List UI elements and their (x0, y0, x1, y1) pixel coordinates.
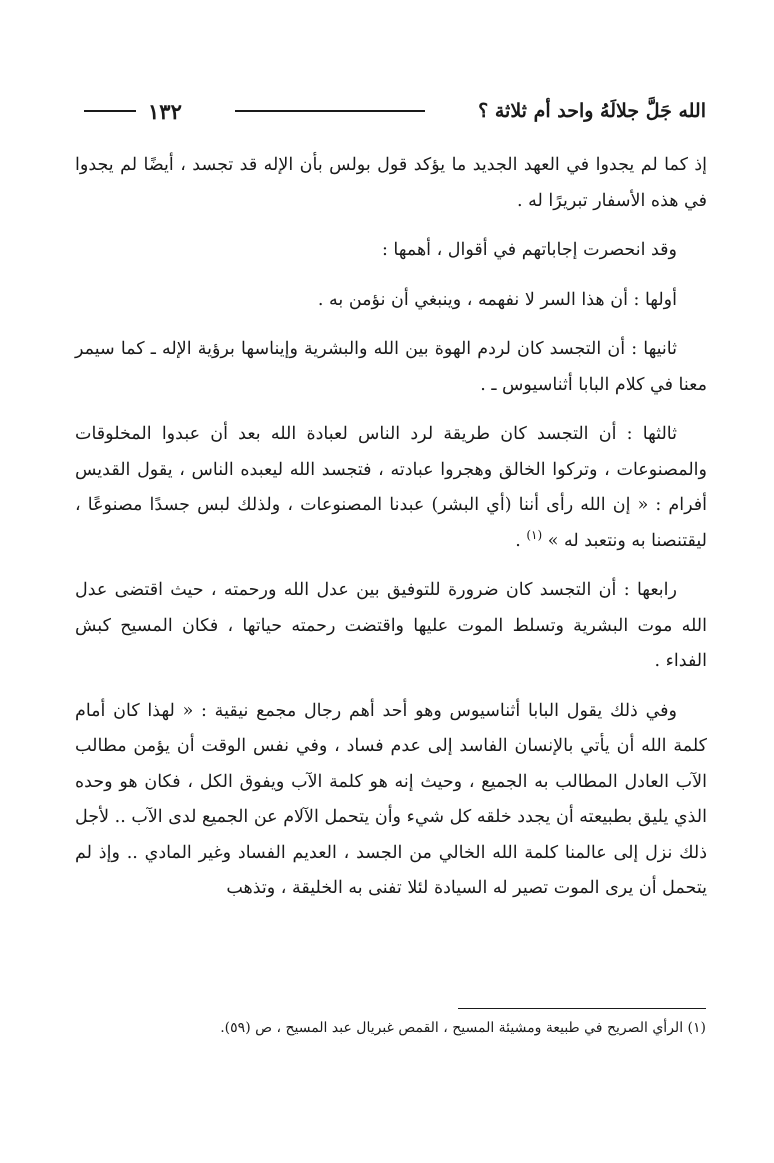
footnote-divider (458, 1008, 706, 1009)
page-number: ١٣٢ (148, 98, 182, 124)
paragraph-5-end: . (515, 530, 527, 551)
paragraph-3: أولها : أن هذا السر لا نفهمه ، وينبغي أن نؤمن به . (317, 289, 677, 310)
paragraph-6: رابعها : أن التجسد كان ضرورة للتوفيق بين عدل الله ورحمته ، حيث اقتضى عدل الله موت البشرية وتسلط الموت عليها واقتضت رحمته حياتها ، فكان المسيح كبش الفداء . (75, 580, 707, 671)
paragraph-4: ثانيها : أن التجسد كان لردم الهوة بين الله والبشرية وإيناسها برؤية الإله ـ كما سيمر معنا في كلام البابا أثناسيوس ـ . (75, 339, 707, 395)
footnote: (١) الرأي الصريح في طبيعة ومشيئة المسيح ، القمص غبريال عبد المسيح ، ص (٥٩). (220, 1020, 706, 1036)
body-text (75, 148, 707, 921)
running-header (78, 96, 706, 126)
paragraph-5-text: ثالثها : أن التجسد كان طريقة لرد الناس لعبادة الله بعد أن عبدوا المخلوقات والمصنوعات ، وتركوا الخالق وهجروا عبادته ، فتجسد الله ليعبده الناس ، يقول القديس أفرام : « إن الله رأى أننا (أي البشر) عبدنا المصنوعات ، ولذلك لبس جسدًا مصنوعًا ، ليقتنصنا به ونتعبد له » (75, 424, 707, 551)
header-title-group (478, 100, 706, 122)
paragraph-7: وفي ذلك يقول البابا أثناسيوس وهو أحد أهم رجال مجمع نيقية : « لهذا كان أمام كلمة الله أن يأتي بالإنسان الفاسد إلى عدم فساد ، وفي نفس الوقت أن يؤمن مطالب الآب العادل المطالب به الجميع ، وحيث إنه هو كلمة الآب ويفوق الكل ، فكان هو وحده الذي يليق بطبيعته أن يجدد خلقه كل شيء وأن يتحمل الآلام عن الجميع لدى الآب .. لأجل ذلك نزل إلى عالمنا كلمة الله الخالي من الجسد ، العديم الفساد وغير المادي .. وإذ لم يتحمل أن يرى الموت تصير له السيادة لئلا تفنى به الخليقة ، وتذهب (75, 700, 707, 898)
header-rule (235, 110, 425, 112)
paragraph-2: وقد انحصرت إجاباتهم في أقوال ، أهمها : (381, 240, 677, 260)
running-title: الله جَلَّ جلالَهُ واحد أم ثلاثة ؟ (478, 100, 706, 122)
footnote-reference[interactable]: (١) (526, 527, 543, 542)
header-number-group (78, 99, 182, 124)
header-rule-short (84, 110, 136, 112)
paragraph-5 (75, 417, 707, 559)
paragraph-1: إذ كما لم يجدوا في العهد الجديد ما يؤكد قول بولس بأن الإله قد تجسد ، أيضًا لم يجدوا في هذه الأسفار تبريرًا له . (75, 155, 707, 211)
